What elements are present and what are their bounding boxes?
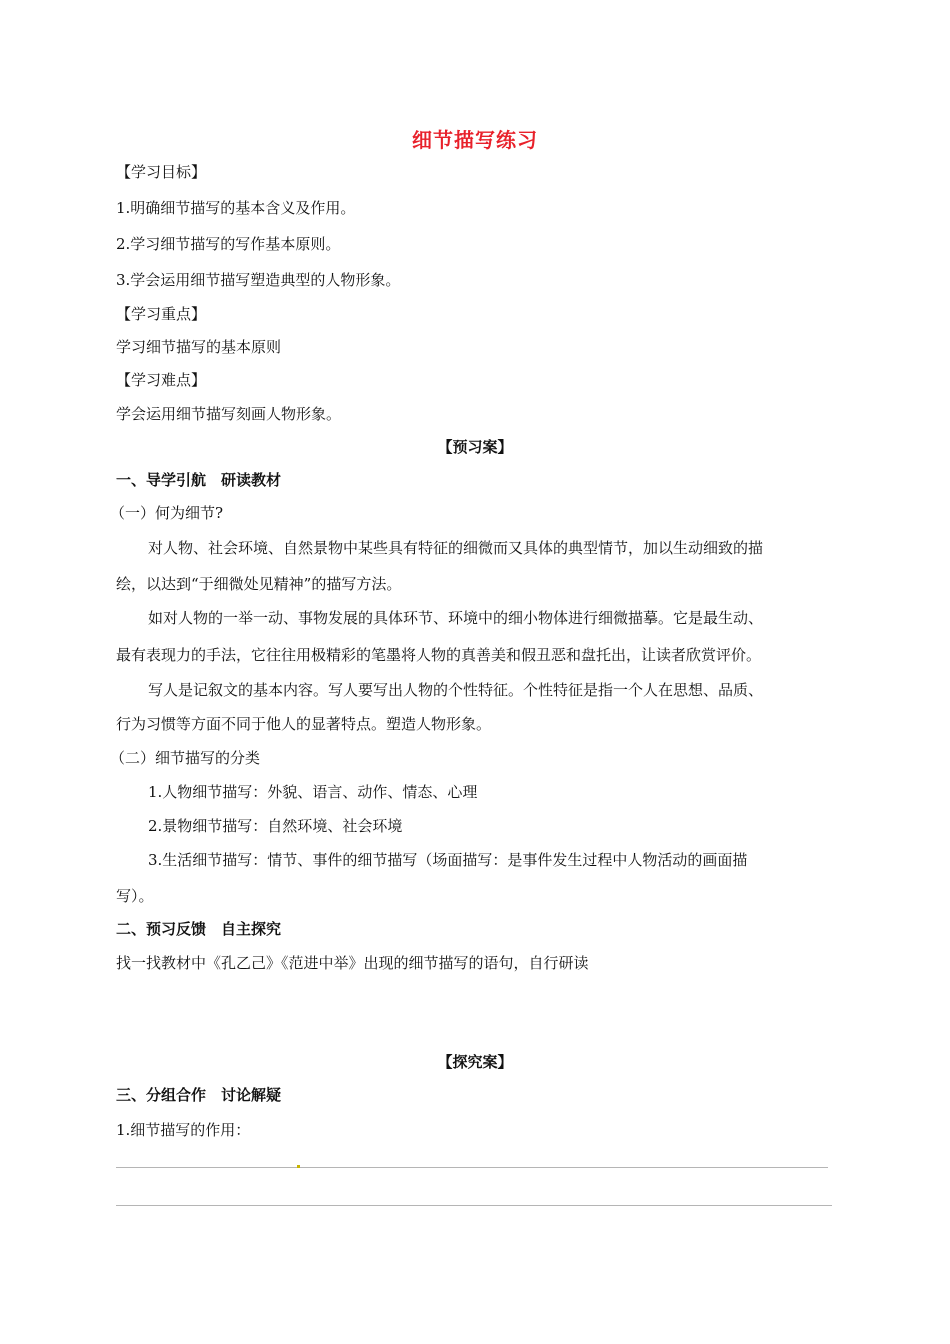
answer-line	[116, 1205, 832, 1206]
goal-item: 3.学会运用细节描写塑造典型的人物形象。	[116, 271, 401, 289]
page-title: 细节描写练习	[412, 128, 538, 152]
paragraph-line: 行为习惯等方面不同于他人的显著特点。塑造人物形象。	[116, 715, 492, 733]
difficulty-heading: 【学习难点】	[116, 371, 207, 389]
section2-heading: 二、预习反馈 自主探究	[116, 920, 282, 938]
difficulty-text: 学会运用细节描写刻画人物形象。	[116, 405, 342, 423]
paragraph-line: 绘，以达到“于细微处见精神”的描写方法。	[116, 575, 402, 593]
question-1: 1.细节描写的作用：	[116, 1121, 251, 1139]
sub2-heading: （二）细节描写的分类	[110, 749, 261, 767]
paragraph-line: 对人物、社会环境、自然景物中某些具有特征的细微而又具体的典型情节，加以生动细致的描	[148, 539, 764, 557]
section3-heading: 三、分组合作 讨论解疑	[116, 1086, 282, 1104]
focus-text: 学习细节描写的基本原则	[116, 338, 282, 356]
section2-text: 找一找教材中《孔乙己》《范进中举》出现的细节描写的语句，自行研读	[116, 954, 589, 972]
answer-line	[116, 1167, 828, 1168]
explore-heading: 【探究案】	[437, 1053, 513, 1071]
ink-mark	[297, 1165, 300, 1168]
goals-heading: 【学习目标】	[116, 163, 207, 181]
paragraph-line: 如对人物的一举一动、事物发展的具体环节、环境中的细小物体进行细微描摹。它是最生动、	[148, 609, 764, 627]
category-item: 3.生活细节描写：情节、事件的细节描写（场面描写：是事件发生过程中人物活动的画面描	[148, 851, 748, 869]
sub1-heading: （一）何为细节?	[110, 504, 224, 522]
paragraph-line: 最有表现力的手法，它往往用极精彩的笔墨将人物的真善美和假丑恶和盘托出，让读者欣赏评价。	[116, 646, 762, 664]
category-item: 1.人物细节描写：外貌、语言、动作、情态、心理	[148, 783, 478, 801]
preview-heading: 【预习案】	[437, 438, 513, 456]
goal-item: 2.学习细节描写的写作基本原则。	[116, 235, 341, 253]
goal-item: 1.明确细节描写的基本含义及作用。	[116, 199, 356, 217]
section1-heading: 一、导学引航 研读教材	[116, 471, 282, 489]
focus-heading: 【学习重点】	[116, 305, 207, 323]
category-item: 2.景物细节描写：自然环境、社会环境	[148, 817, 403, 835]
paragraph-line: 写人是记叙文的基本内容。写人要写出人物的个性特征。个性特征是指一个人在思想、品质、	[148, 681, 764, 699]
category-item: 写）。	[116, 887, 154, 905]
